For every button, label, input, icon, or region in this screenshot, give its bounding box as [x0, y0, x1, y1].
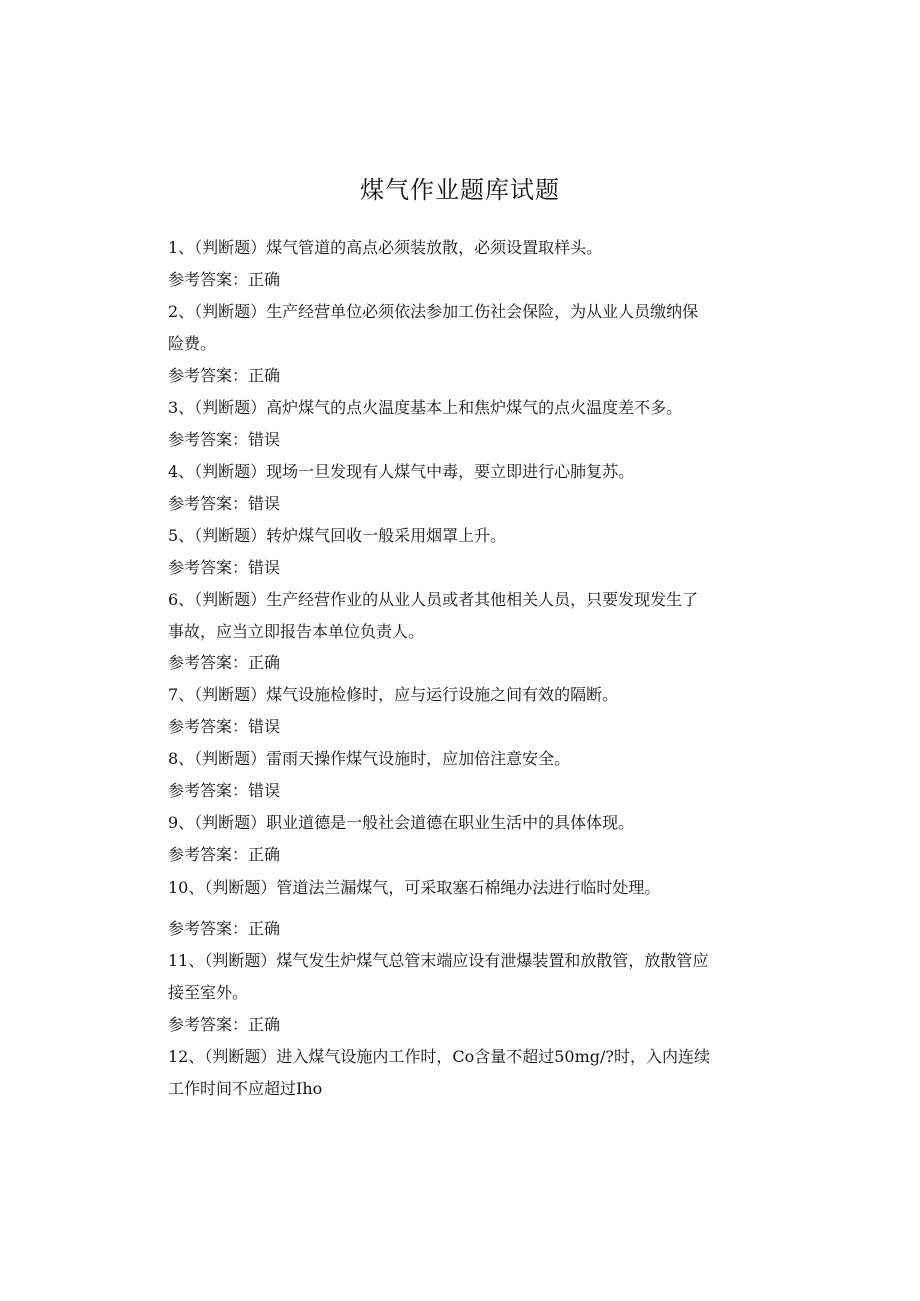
question-5: 5、（判断题）转炉煤气回收一般采用烟罩上升。	[168, 526, 507, 545]
answer-8: 参考答案：错误	[168, 781, 281, 800]
question-3: 3、（判断题）高炉煤气的点火温度基本上和焦炉煤气的点火温度差不多。	[168, 398, 683, 417]
question-1: 1、（判断题）煤气管道的高点必须装放散，必须设置取样头。	[168, 238, 603, 257]
question-12-line-2: 工作时间不应超过Iho	[168, 1079, 323, 1098]
question-8: 8、（判断题）雷雨天操作煤气设施时，应加倍注意安全。	[168, 749, 571, 768]
question-6-line-2: 事故，应当立即报告本单位负责人。	[168, 622, 425, 641]
question-2-line-1: 2、（判断题）生产经营单位必须依法参加工伤社会保险，为从业人员缴纳保	[168, 302, 699, 321]
answer-10: 参考答案：正确	[168, 919, 281, 938]
document-title: 煤气作业题库试题	[360, 176, 560, 204]
question-12-line-1: 12、（判断题）进入煤气设施内工作时，Co含量不超过50mg/?时，入内连续	[168, 1047, 710, 1066]
answer-4: 参考答案：错误	[168, 494, 281, 513]
answer-2: 参考答案：正确	[168, 366, 281, 385]
answer-5: 参考答案：错误	[168, 558, 281, 577]
answer-1: 参考答案：正确	[168, 270, 281, 289]
answer-11: 参考答案：正确	[168, 1015, 281, 1034]
answer-9: 参考答案：正确	[168, 845, 281, 864]
answer-6: 参考答案：正确	[168, 653, 281, 672]
question-10: 10、（判断题）管道法兰漏煤气，可采取塞石棉绳办法进行临时处理。	[168, 878, 661, 897]
answer-3: 参考答案：错误	[168, 430, 281, 449]
question-7: 7、（判断题）煤气设施检修时，应与运行设施之间有效的隔断。	[168, 685, 619, 704]
question-6-line-1: 6、（判断题）生产经营作业的从业人员或者其他相关人员，只要发现发生了	[168, 590, 699, 609]
answer-7: 参考答案：错误	[168, 717, 281, 736]
question-11-line-2: 接至室外。	[168, 983, 249, 1002]
question-4: 4、（判断题）现场一旦发现有人煤气中毒，要立即进行心肺复苏。	[168, 462, 635, 481]
question-9: 9、（判断题）职业道德是一般社会道德在职业生活中的具体体现。	[168, 813, 635, 832]
question-2-line-2: 险费。	[168, 334, 217, 353]
question-11-line-1: 11、（判断题）煤气发生炉煤气总管末端应设有泄爆装置和放散管，放散管应	[168, 951, 709, 970]
